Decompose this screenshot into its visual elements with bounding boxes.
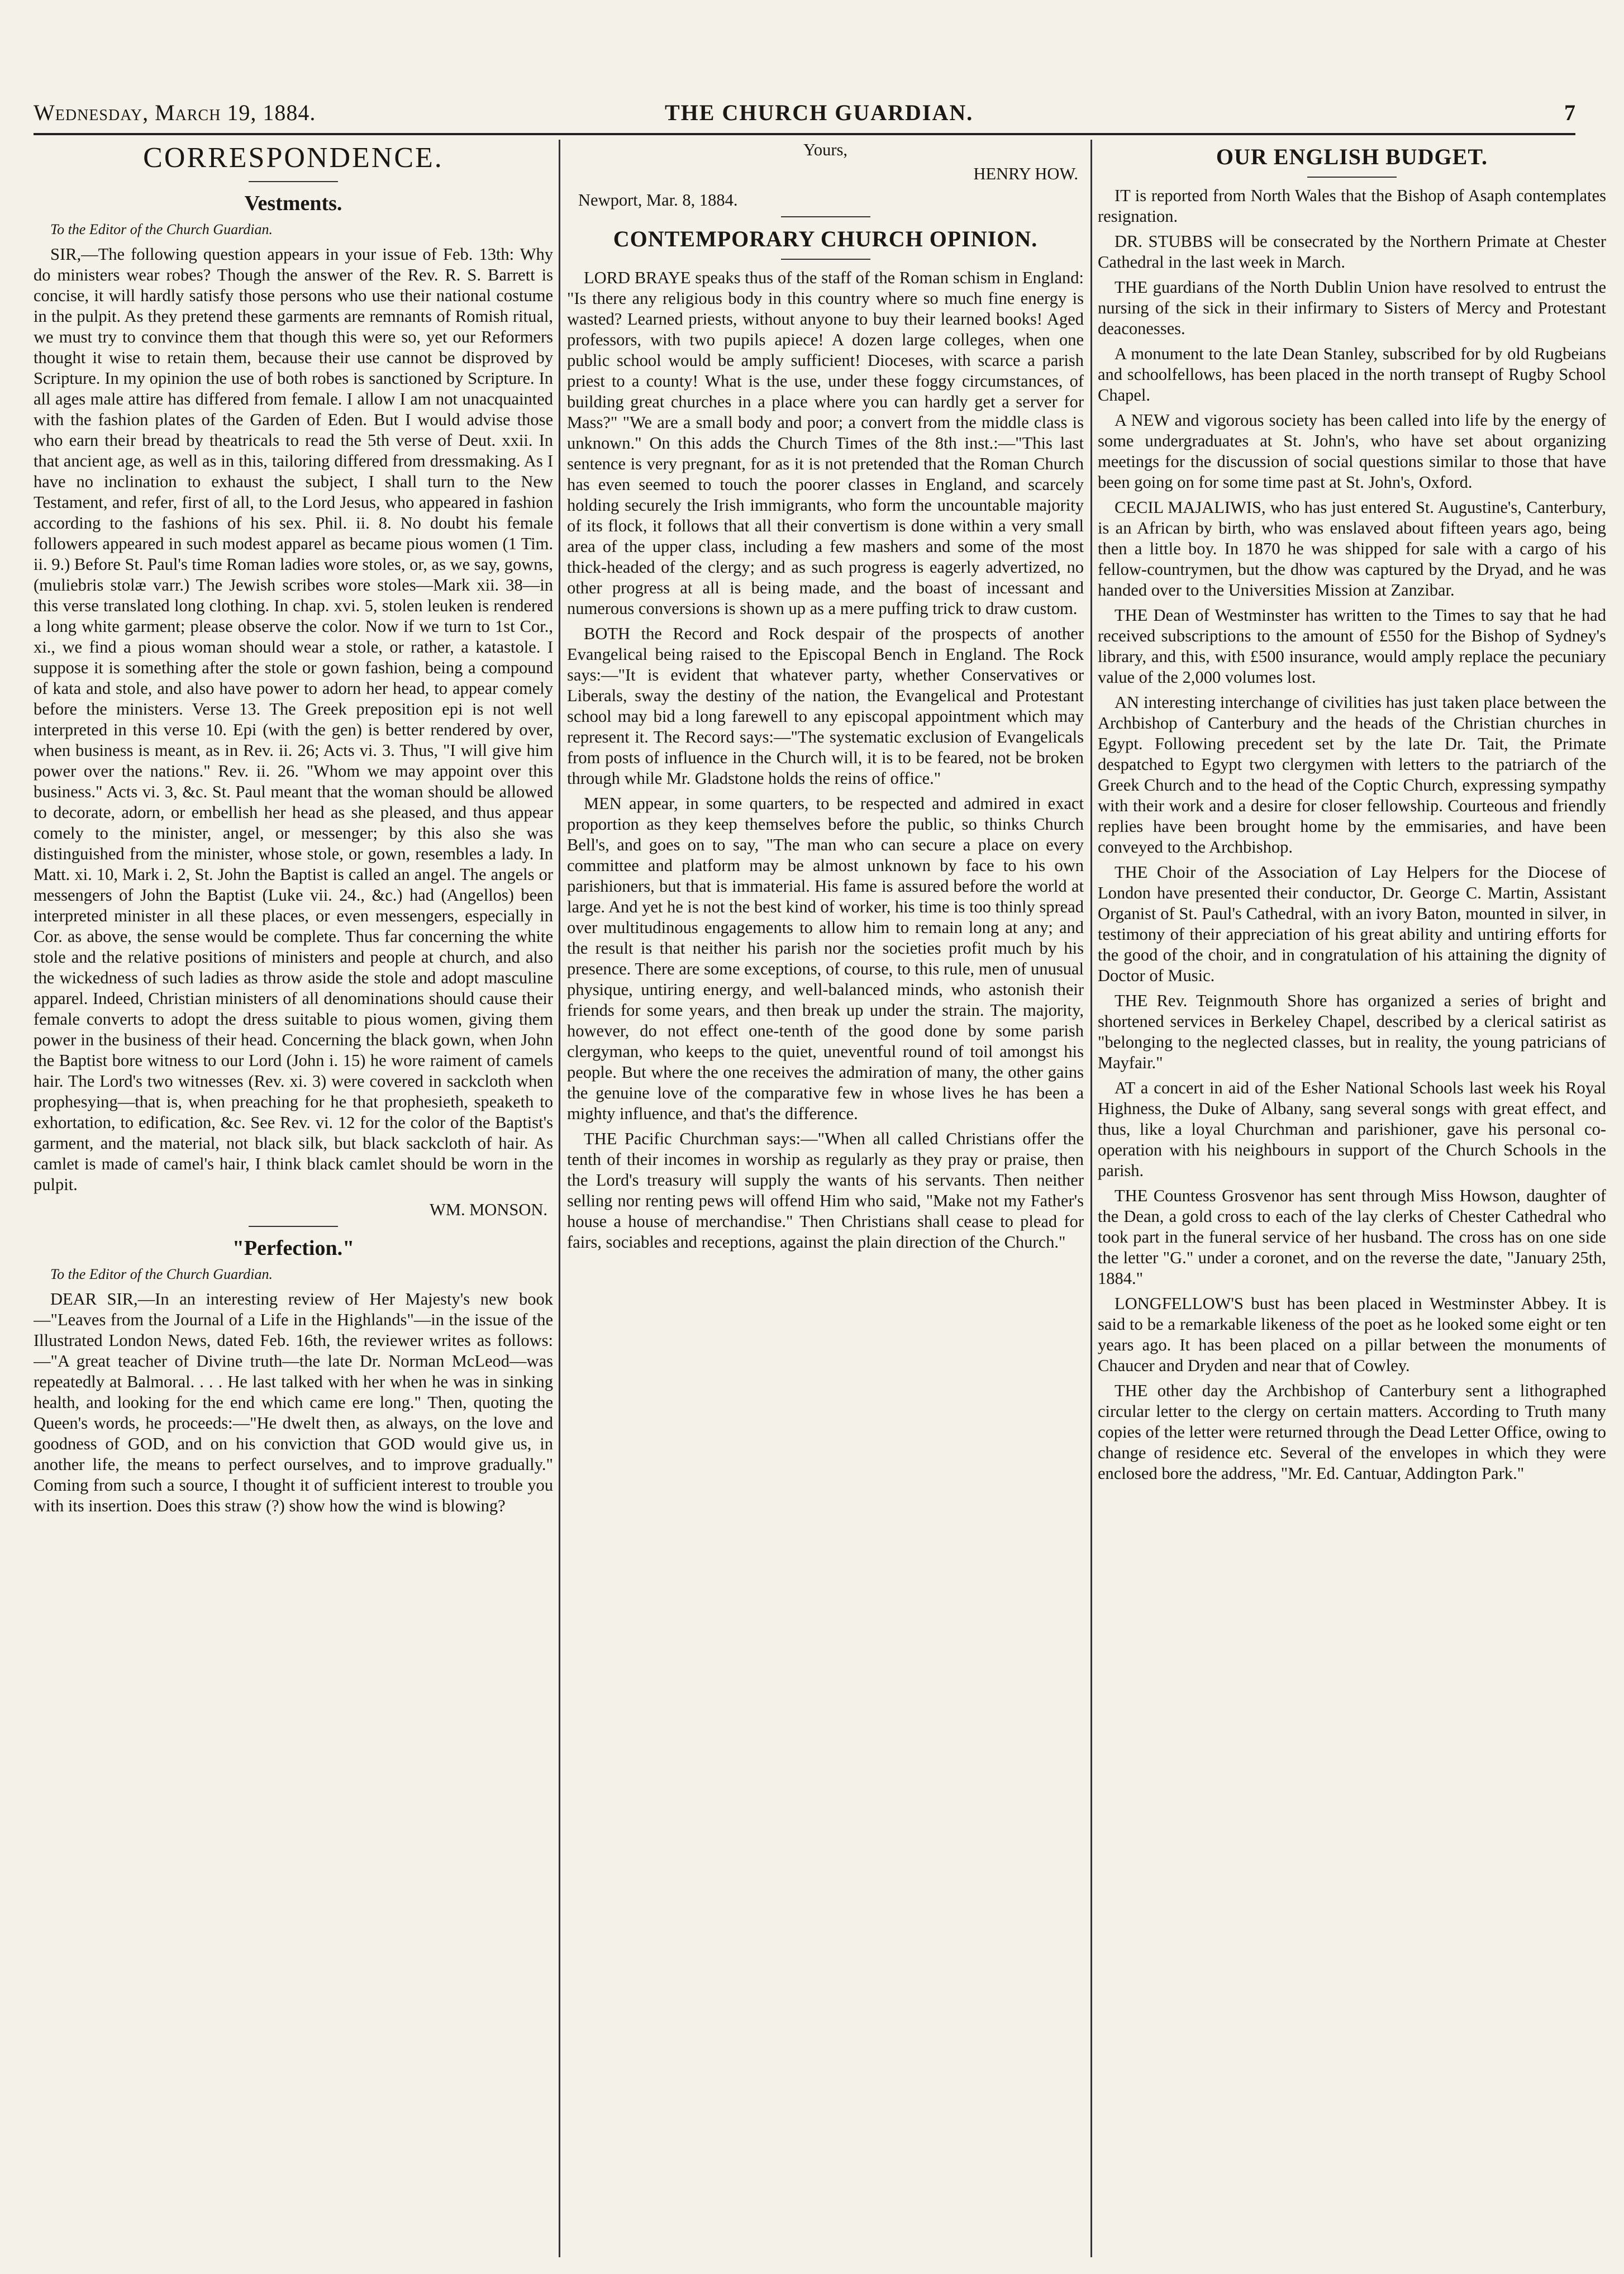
section-heading-contemporary: CONTEMPORARY CHURCH OPINION. xyxy=(613,226,1038,251)
news-item: AN interesting interchange of civilities has just taken place between the Archbishop of Canterbury and the heads of the Christian churches in Egypt. Following precedent set by the late Dr. Tait, the Primate despatched to Egypt two clergymen with letters to the patriarch of the Greek Church and to the head of the Coptic Church, expressing sympathy with their work and a desire for closer fellowship. Courteous and friendly replies have been brought home by the emmisaries, and have been conveyed to the Archbishop. xyxy=(1098,693,1606,857)
to-editor-line: To the Editor of the Church Guardian. xyxy=(50,1266,273,1282)
page-number: 7 xyxy=(1564,100,1575,125)
letter-signature: WM. MONSON. xyxy=(430,1200,547,1219)
letter-title-vestments: Vestments. xyxy=(244,192,342,215)
heading-rule xyxy=(781,259,870,260)
column-3 xyxy=(1098,140,1606,2257)
news-item: AT a concert in aid of the Esher National Schools last week his Royal Highness, the Duke of Albany, sang several songs with great effect, and thus, like a loyal Churchman and parishioner, gave his personal co-operation with his neighbours in support of the Church Schools in the parish. xyxy=(1098,1078,1606,1180)
heading-rule xyxy=(1307,177,1397,178)
letter-paragraph: DEAR SIR,—In an interesting review of Her Majesty's new book—"Leaves from the Journal of a Life in the Highlands"—in the issue of the Illustrated London News, dated Feb. 16th, the reviewer writes as follows:—"A great teacher of Divine truth—the late Dr. Norman McLeod—was repeatedly at Balmoral. . . . He last talked with her when he was in sinking health, and looking for the end which came ere long." Then, quoting the Queen's words, he proceeds:—"He dwelt then, as always, on the love and goodness of GOD, and on his conviction that GOD would give us, in another life, the means to perfect ourselves, and to improve gradually." Coming from such a source, I thought it of sufficient interest to trouble you with its insertion. Does this straw (?) show how the wind is blowing? xyxy=(34,1290,553,1515)
letter-closing: Yours, xyxy=(803,140,848,159)
letter-dateline: Newport, Mar. 8, 1884. xyxy=(578,191,738,210)
news-item: THE Dean of Westminster has written to the Times to say that he had received subscriptions to the amount of £550 for the Bishop of Sydney's library, and this, with £500 insurance, would amply replace the pecuniary value of the 2,000 volumes lost. xyxy=(1098,606,1606,687)
heading-rule xyxy=(249,181,338,182)
news-item: THE Countess Grosvenor has sent through Miss Howson, daughter of the Dean, a gold cross to each of the lay clerks of Chester Cathedral who took part in the funeral service of her husband. The cross has on one side the letter "G." under a coronet, and on the reverse the date, "January 25th, 1884." xyxy=(1098,1186,1606,1288)
letter-signature: HENRY HOW. xyxy=(973,164,1078,183)
letter-paragraph: SIR,—The following question appears in your issue of Feb. 13th: Why do ministers wear robes? Though the answer of the Rev. R. S. Barrett is concise, it will hardly satisfy those persons who use their national costume in the pulpit. As they pretend these garments are remnants of Romish ritual, we must try to convince them that though this were so, yet our Reformers thought it wise to retain them, because their use cannot be disproved by Scripture. In my opinion the use of both robes is sanctioned by Scripture. In all ages male attire has differed from female. I allow I am not unacquainted with the fashion plates of the Garden of Eden. But I would advise those who earn their bread by theatricals to read the 5th verse of Deut. xxii. In that ancient age, as well as in this, tailoring differed from dressmaking. As I have no inclination to exhaust the subject, I shall turn to the New Testament, and refer, first of all, to the Lord Jesus, who appeared in fashion according to the fashions of his sex. Phil. ii. 8. No doubt his female followers appeared in such modest apparel as became pious women (1 Tim. ii. 9.) Before St. Paul's time Roman ladies wore stoles, or, as we say, gowns, (muliebris stolæ varr.) The Jewish scribes wore stoles—Mark xii. 38—in this verse translated long clothing. In chap. xvi. 5, stolen leuken is rendered a long white garment; please observe the color. Now if we turn to 1st Cor., xi., we find a pious woman should wear a stole, or rather, a katastole. I suppose it is something after the stole or gown fashion, being a compound of kata and stole, and also have power to adorn her head, to appear comely before the ministers. Verse 13. The Greek preposition epi is not well interpreted in this verse 10. Epi (with the gen) is better rendered by over, when business is meant, as in Rev. ii. 26; Acts vi. 3. Thus, "I will give him power over the nations." Rev. ii. 26. "Whom we may appoint over this business." Acts vi. 3, &c. St. Paul meant that the woman should be allowed to decorate, adorn, or embellish her head as she pleased, and thus appear comely to the minister, angel, or messenger; by this also she was distinguished from the minister, whose stole, or gown, resembles a lady. In Matt. xi. 10, Mark i. 2, St. John the Baptist is called an angel. The angels or messengers of John the Baptist (Luke vii. 24., &c.) had (Angellos) been interpreted minister in all these places, or even messengers, especially in Cor. as above, the sense would be complete. Thus far concerning the white stole and the relative positions of ministers and people at church, and also the wickedness of such ladies as throw aside the stole and adopt masculine apparel. Indeed, Christian ministers of all denominations should cause their female converts to adopt the dress suitable to pious women, giving them power in the business of their head. Concerning the black gown, when John the Baptist bore witness to our Lord (John i. 15) he wore raiment of camels hair. The Lord's two witnesses (Rev. xi. 3) were covered in sackcloth when prophesying—that is, when preaching for he that prophesieth, speaketh to exhortation, to edification, &c. See Rev. vi. 12 for the color of the Baptist's garment, and the material, not black silk, but black sackcloth of hair. As camlet is made of camel's hair, I think black camlet should be worn in the pulpit. xyxy=(34,245,553,1194)
letter-title-perfection: "Perfection." xyxy=(232,1236,355,1260)
newspaper-title: THE CHURCH GUARDIAN. xyxy=(665,100,974,125)
news-item: THE guardians of the North Dublin Union have resolved to entrust the nursing of the sick in their infirmary to Sisters of Mercy and Protestant deaconesses. xyxy=(1098,278,1606,338)
column-1 xyxy=(34,140,553,2257)
section-heading-budget: OUR ENGLISH BUDGET. xyxy=(1216,144,1488,169)
news-item: A monument to the late Dean Stanley, subscribed for by old Rugbeians and schoolfellows, has been placed in the north transept of Rugby School Chapel. xyxy=(1098,344,1606,405)
news-item: THE Rev. Teignmouth Shore has organized a series of bright and shortened services in Berkeley Chapel, described by a clerical satirist as "belonging to the neglected classes, but in reality, the young patricians of Mayfair." xyxy=(1098,991,1606,1072)
news-item: DR. STUBBS will be consecrated by the Northern Primate at Chester Cathedral in the last week in March. xyxy=(1098,232,1606,272)
opinion-paragraph: BOTH the Record and Rock despair of the prospects of another Evangelical being raised to the Episcopal Bench in England. The Rock says:—"It is evident that whatever party, whether Conservatives or Liberals, sway the destiny of the nation, the Evangelical and Protestant school may bid a long farewell to any episcopal appointment which may represent it. The Record says:—"The systematic exclusion of Evangelicals from posts of influence in the Church will, it is to be feared, not be broken through while Mr. Gladstone holds the reins of office." xyxy=(567,624,1084,788)
opinion-paragraph: LORD BRAYE speaks thus of the staff of the Roman schism in England: "Is there any religious body in this country where so much fine energy is wasted? Learned priests, without anyone to buy their learned books! Aged professors, with two pupils apiece! A dozen large colleges, when one public school would be amply sufficient! Dioceses, with scarce a parish priest to a county! What is the use, under these foggy circumstances, of building great churches in a place where you can hardly get a server for Mass?" "We are a small body and poor; a convert from the middle class is unknown." On this adds the Church Times of the 8th inst.:—"This last sentence is very pregnant, for as it is not pretended that the Roman Church has even seemed to touch the poorer classes in England, and scarcely holding securely the Irish immigrants, who form the uncountable majority of its flock, it follows that all their convertism is done within a very small area of the upper class, including a few mashers and some of the most thick-headed of the clergy; and as such progress is eagerly advertized, no other progress at all is being made, and the boast of incessant and numerous conversions is shown up as a mere puffing trick to draw custom. xyxy=(567,268,1084,618)
masthead xyxy=(34,99,1575,135)
column-divider xyxy=(1090,140,1092,2257)
section-rule xyxy=(781,216,870,217)
opinion-paragraph: THE Pacific Churchman says:—"When all called Christians offer the tenth of their incomes in worship as regularly as they pray or praise, then the Lord's treasury will supply the wants of his servants. Then neither selling nor renting pews will offend Him who said, "Make not my Father's house a house of merchandise." Then Christians shall cease to plead for fairs, sociables and receptions, against the plain direction of the Church." xyxy=(567,1129,1084,1252)
column-2 xyxy=(567,140,1084,2257)
news-item: A NEW and vigorous society has been called into life by the energy of some undergraduates at St. John's, who have set about organizing meetings for the discussion of social questions similar to those that have been going on for some time past at St. John's, Oxford. xyxy=(1098,411,1606,492)
section-rule xyxy=(249,1226,338,1227)
news-item: LONGFELLOW'S bust has been placed in Westminster Abbey. It is said to be a remarkable likeness of the poet as he looked some eight or ten years ago. It has been placed on a pillar between the monuments of Chaucer and Dryden and near that of Cowley. xyxy=(1098,1294,1606,1375)
news-item: CECIL MAJALIWIS, who has just entered St. Augustine's, Canterbury, is an African by birth, who was enslaved about fifteen years ago, being then a little boy. In 1870 he was shipped for sale with a cargo of his fellow-countrymen, but the dhow was captured by the Dryad, and he was handed over to the Universities Mission at Zanzibar. xyxy=(1098,498,1606,600)
section-heading-correspondence: CORRESPONDENCE. xyxy=(143,142,444,174)
news-item: THE other day the Archbishop of Canterbury sent a lithographed circular letter to the clergy on certain matters. According to Truth many copies of the letter were returned through the Dead Letter Office, owing to change of residence etc. Several of the envelopes in which they were enclosed bore the address, "Mr. Ed. Cantuar, Addington Park." xyxy=(1098,1381,1606,1483)
column-divider xyxy=(559,140,560,2257)
news-item: THE Choir of the Association of Lay Helpers for the Diocese of London have presented their conductor, Dr. George C. Martin, Assistant Organist of St. Paul's Cathedral, with an ivory Baton, mounted in silver, in testimony of their appreciation of his great ability and untiring efforts for the good of the choir, and in congratulation of his attaining the dignity of Doctor of Music. xyxy=(1098,863,1606,985)
opinion-paragraph: MEN appear, in some quarters, to be respected and admired in exact proportion as they keep themselves before the public, so thinks Church Bell's, and goes on to say, "The man who can secure a place on every committee and platform may be almost unknown by face to his own parishioners, but that is immaterial. His fame is assured before the world at large. And yet he is not the best kind of worker, his time is too thinly spread over multitudinous engagements to allow him to remain long at any; and the result is that neither his parish nor the societies profit much by his presence. There are some exceptions, of course, to this rule, men of unusual physique, untiring energy, and well-balanced minds, who astonish their friends for some years, and then break up under the strain. The majority, however, do not effect one-tenth of the good done by some parish clergyman, who keeps to the quiet, uneventful round of toil amongst his people. But where the one receives the admiration of many, the other gains the genuine love of the comparative few in whose lives he has been a mighty influence, and that's the difference. xyxy=(567,794,1084,1123)
news-item: IT is reported from North Wales that the Bishop of Asaph contemplates resignation. xyxy=(1098,186,1606,226)
to-editor-line: To the Editor of the Church Guardian. xyxy=(50,221,273,237)
issue-date: Wednesday, March 19, 1884. xyxy=(34,100,316,125)
